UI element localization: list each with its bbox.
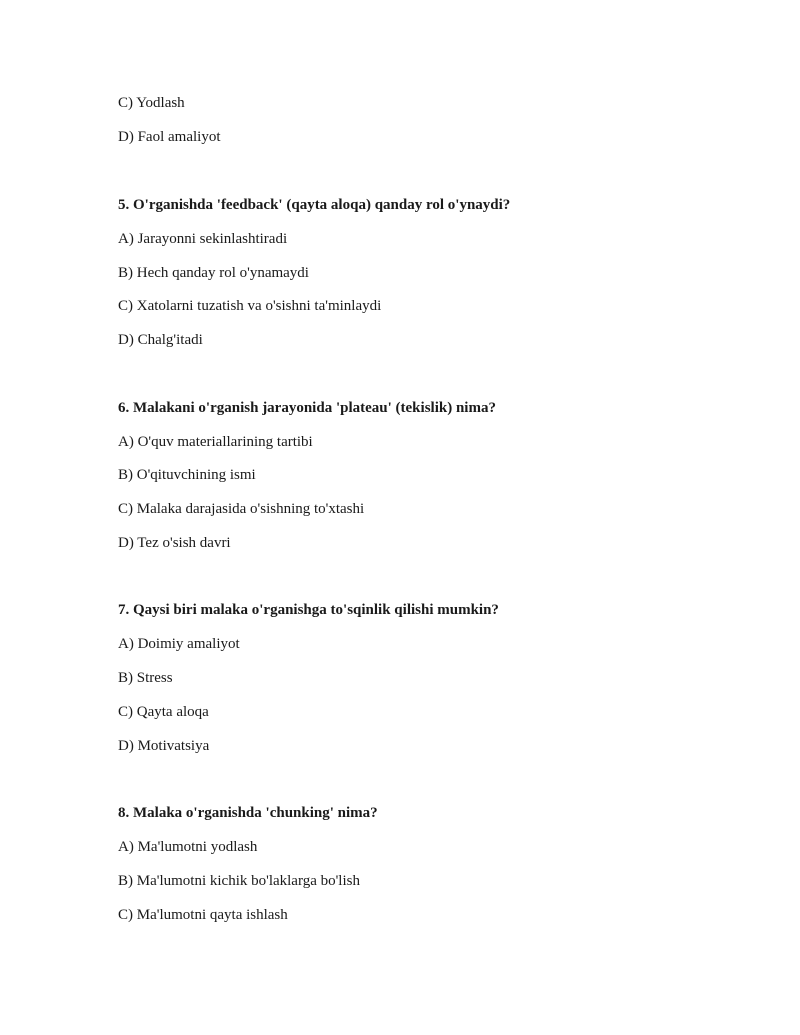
question-8-option-c: C) Ma'lumotni qayta ishlash <box>118 907 288 923</box>
question-8-option-b: B) Ma'lumotni kichik bo'laklarga bo'lish <box>118 873 360 889</box>
question-7-option-a: A) Doimiy amaliyot <box>118 636 240 652</box>
question-8: 8. Malaka o'rganishda 'chunking' nima? <box>118 805 378 821</box>
question-7-option-b: B) Stress <box>118 670 173 686</box>
question-6-option-d: D) Tez o'sish davri <box>118 535 231 551</box>
question-6-option-c: C) Malaka darajasida o'sishning to'xtashi <box>118 501 365 517</box>
question-7-option-c: C) Qayta aloqa <box>118 704 209 720</box>
question-6-option-b: B) O'qituvchining ismi <box>118 467 256 483</box>
question-5-option-c: C) Xatolarni tuzatish va o'sishni ta'minlaydi <box>118 298 382 314</box>
question-8-option-a: A) Ma'lumotni yodlash <box>118 839 258 855</box>
option-c-yodlash: C) Yodlash <box>118 95 185 111</box>
question-5-option-a: A) Jarayonni sekinlashtiradi <box>118 231 288 247</box>
question-7-option-d: D) Motivatsiya <box>118 738 210 754</box>
question-5-option-d: D) Chalg'itadi <box>118 332 203 348</box>
question-5: 5. O'rganishda 'feedback' (qayta aloqa) qanday rol o'ynaydi? <box>118 197 511 213</box>
question-6: 6. Malakani o'rganish jarayonida 'plateau' (tekislik) nima? <box>118 400 496 416</box>
question-5-option-b: B) Hech qanday rol o'ynamaydi <box>118 265 309 281</box>
question-7: 7. Qaysi biri malaka o'rganishga to'sqinlik qilishi mumkin? <box>118 602 499 618</box>
option-d-faol-amaliyot: D) Faol amaliyot <box>118 129 221 145</box>
question-6-option-a: A) O'quv materiallarining tartibi <box>118 434 313 450</box>
